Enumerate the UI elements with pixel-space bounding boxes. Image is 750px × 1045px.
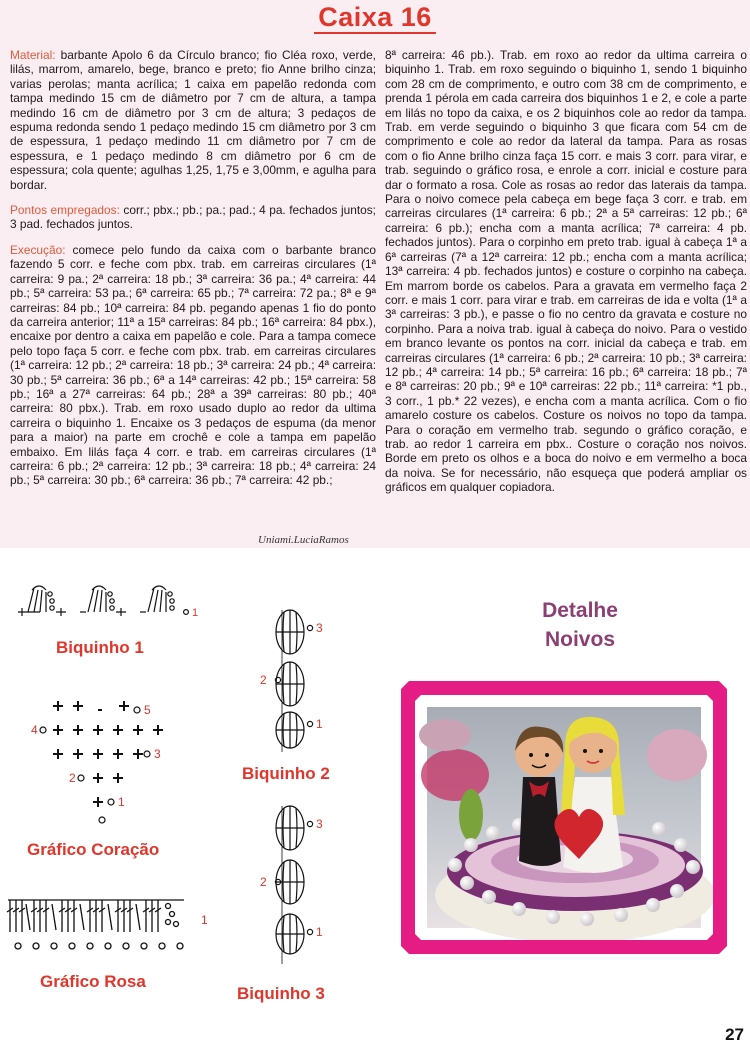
detail-photo-frame — [401, 681, 727, 954]
biquinho2-row-3: 3 — [316, 621, 323, 635]
execucao-text-left: comece pelo fundo da caixa com o barbante branco fazendo 5 corr. e feche com pbx. trab. em carreiras circulares (1ª carreira: 9 pa.; 2ª carreira: 18 pb.; 3ª carreira: 36 pa.; 4ª carreira: 44 pb.; 5ª carreira: 53 pa.; 6ª carreira: 65 pb.; 7ª carreira: 72 pa.; 8ª e 9ª carreiras: 84 pb.; 10ª carreira: 84 pb. pegando apenas 1 fio do ponto da carreira anterior; 11ª a 15ª carreiras: 84 pb.; 16ª carreira: 84 pbx.), encaixe por dentro a caixa em papelão e cole. Para a tampa comece pelo topo faça 5 corr. e feche com pbx. trab. em carreiras circulares (1ª carreira: 12 pb.; 2ª carreira: 18 pb.; 3ª carreira: 24 pb.; 4ª carreira: 30 pb.; 5ª carreira: 36 pb.; 6ª a 14ª carreiras: 42 pb.; 15ª carreira: 58 pb.; 16ª a 27ª carreiras: 64 pb.; 28ª a 39ª carreiras: 80 pb.; 40ª carreira: 80 pbx.). Trab. em roxo usado duplo ao redor da ultima carreira o biquinho 1. Encaixe os 3 pedaços de espuma (da menor para a maior) na parte em crochê e cole a tampa em papelão embaixo. Em lilás faça 4 corr. e trab. em carreiras circulares (1ª carreira: 6 pb.; 2ª carreira: 12 pb.; 3ª carreira: 18 pb.; 4ª carreira: 24 pb.; 5ª carreira: 30 pb.; 6ª carreira: 36 pb.; 7ª carreira: 42 pb.; — [10, 242, 376, 488]
coracao-row-2: 2 — [69, 771, 76, 785]
coracao-row-5: 5 — [144, 703, 151, 717]
material-text: barbante Apolo 6 da Círculo branco; fio Cléa roxo, verde, lilás, marrom, amarelo, bege, branco e preto; fio Anne brilho cinza; varias perolas; manta acrílica; 1 caixa em papelão redonda com tampa medindo 15 cm de diâmetro por 7 cm de altura, a tampa medindo 16 cm de diâmetro por 3 cm de altura; 3 pedaços de espuma redonda sendo 1 pedaço medindo 15 cm diâmetro por 3 cm de espessura, 1 pedaço medindo 11 cm diâmetro por 7 cm de espessura, e 1 pedaço medindo 8 cm diâmetro por 6 cm de espessura; cola quente; agulhas 1,25, 1,75 e 3,00mm, e agulha para bordar. — [10, 48, 376, 192]
coracao-row-4: 4 — [31, 723, 38, 737]
biquinho2-caption: Biquinho 2 — [242, 764, 330, 783]
charts-section — [0, 548, 750, 1045]
biquinho2-row-2: 2 — [260, 673, 267, 687]
page-number: 27 — [725, 1025, 744, 1044]
pontos-paragraph — [10, 203, 376, 232]
biquinho1-chart — [12, 578, 212, 622]
biquinho1-caption: Biquinho 1 — [56, 638, 144, 657]
detail-line-2: Noivos — [544, 628, 615, 651]
bride-and-groom-photo — [415, 695, 713, 940]
material-paragraph — [10, 48, 376, 192]
coracao-row-1: 1 — [118, 795, 125, 809]
author-signature: Uniami.LuciaRamos — [258, 534, 349, 546]
biquinho2-row-1: 1 — [316, 717, 323, 731]
pontos-text: corr.; pbx.; pb.; pa.; pad.; 4 pa. fechados juntos; 3 pad. fechados juntos. — [10, 203, 376, 232]
page-title: Caixa 16 — [0, 2, 750, 33]
biquinho3-row-3: 3 — [316, 817, 323, 831]
biquinho3-row-2: 2 — [260, 875, 267, 889]
rosa-chart — [0, 892, 215, 962]
biquinho2-chart — [252, 602, 342, 762]
coracao-row-3: 3 — [154, 747, 161, 761]
pontos-label: Pontos empregados: — [10, 203, 120, 218]
execucao-continuation: 8ª carreira: 46 pb.). Trab. em roxo ao redor da ultima carreira o biquinho 1. Trab. em roxo seguindo o biquinho 1, sendo 1 biquinho com 28 cm de comprimento, e outro com 38 cm de comprimento, e prenda 1 pérola em cada carreira dos biquinhos 1 e 2, e cole a parte em lilás no topo da caixa, e os 2 biquinhos cole ao redor da tampa. Trab. em verde seguindo o biquinho 3 que ficara com 54 cm de comprimento e cole ao redor da lateral da tampa. Para as rosas com o fio Anne brilho cinza faça 15 corr. e mais 3 corr. para virar, e trab. seguindo o gráfico rosa, e enrole a corr. inicial e costure para dar o formato a rosa. Cole as rosas ao redor das laterais da tampa. Para o noivo comece pela cabeça em bege faça 3 corr. e trab. em carreiras circulares (1ª carreira: 6 pb.; 2ª a 5ª carreiras: 12 pb.; 6ª carreira: 6 pb.); encha com a manta acrílica; 7ª carreira: 4 pb. fechados juntos). Para o corpinho em preto trab. igual à cabeça 1ª a 6ª carreiras (7ª a 12ª carreira: 12 pb.; encha com a manta acrílica; 13ª carreira: 4 pb. fechados juntos) e costure o corpinho na cabeça. Em marrom borde os cabelos. Para a gravata em vermelho faça 2 corr. e mais 1 corr. para virar e trab. em carreiras de ida e volta (1ª a 3ª carreiras: 3 pb.), e passe o fio no centro da gravata e costure no corpinho. Para a noiva trab. igual à cabeça do noivo. Para o vestido em branco levante os pontos na corr. inicial da cabeça e trab. em carreiras circulares (1ª carreira: 6 pb.; 2ª carreira: 10 pb.; 3ª carreira: 12 pb.; 4ª carreira: 14 pb.; 5ª carreira: 16 pb.; 6ª carreira: 18 pb.; 7ª e 8ª carreiras: 20 pb.; 9ª e 10ª carreiras: 22 pb.; 11ª carreira: *1 pb., 3 corr., 1 pb.* 22 vezes), e encha com a manta acrílica. Com o fio amarelo costure os cabelos. Costure os noivos no topo da tampa. Para o coração em vermelho trab. segundo o gráfico coração, e trab. ao redor 1 carreira em pbx.. Costure o coração nos noivos. Borde em preto os olhos e a boca do noivo e em vermelho a boca da noiva. Se for necessário, não esqueça que poderá ampliar os gráficos em qualquer copiadora. — [385, 48, 747, 495]
instructions-left-column — [10, 48, 376, 499]
rosa-row-number: 1 — [201, 913, 208, 927]
detail-line-1: Detalhe — [542, 599, 618, 622]
coracao-chart — [15, 692, 190, 832]
coracao-caption: Gráfico Coração — [27, 840, 160, 859]
material-label: Material: — [10, 48, 56, 62]
biquinho1-repeat — [18, 586, 66, 616]
biquinho3-chart — [252, 802, 342, 972]
execucao-paragraph — [10, 243, 376, 488]
biquinho3-caption: Biquinho 3 — [237, 984, 325, 1003]
instructions-right-column — [385, 48, 747, 506]
detail-heading — [500, 596, 660, 654]
biquinho3-row-1: 1 — [316, 925, 323, 939]
rosa-caption: Gráfico Rosa — [40, 972, 146, 991]
biquinho1-row-number: 1 — [192, 607, 199, 619]
execucao-label: Execução: — [10, 242, 66, 257]
